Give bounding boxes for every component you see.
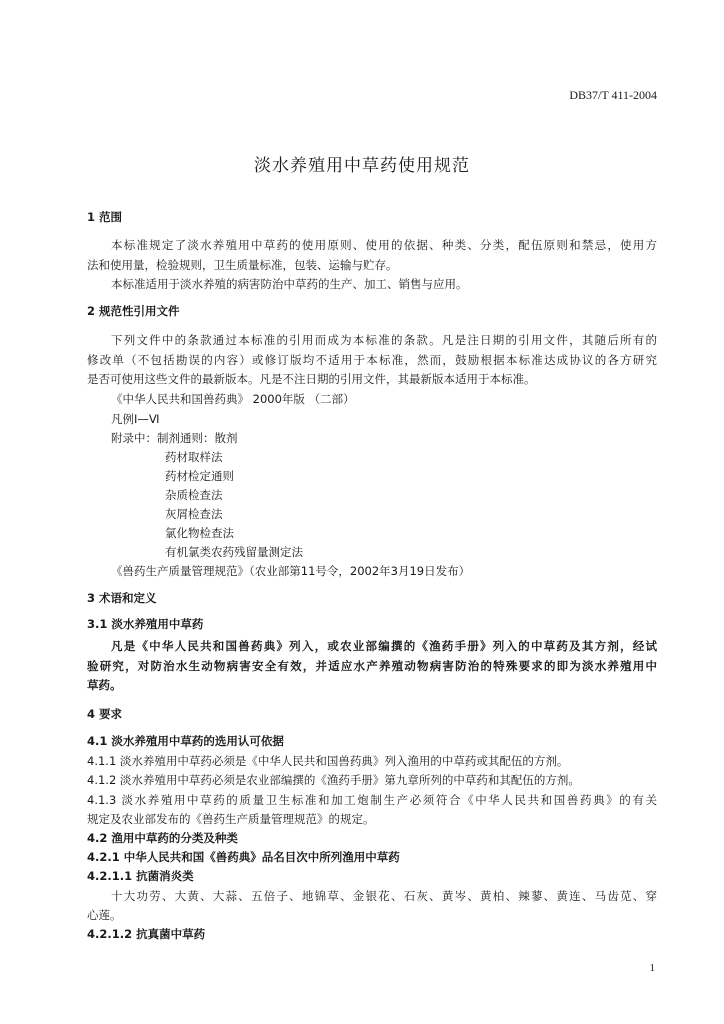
clause-4-1-3-line-1: 4.1.3 淡水养殖用中草药的质量卫生标准和加工炮制生产必须符合《中华人民共和国兽药典》的有关 [87,793,657,807]
section-1-para-1-line-2: 法和使用量，检验规则，卫生质量标准，包装、运输与贮存。 [87,258,398,272]
section-4-2-1-1-heading: 4.2.1.1 抗菌消炎类 [87,869,194,883]
clause-4-1-2: 4.1.2 淡水养殖用中草药必须是农业部编撰的《渔药手册》第九章所列的中草药和其配伍的方剂。 [87,773,580,787]
reference-2: 《兽药生产质量管理规范》（农业部第11号令，2002年3月19日发布） [111,564,471,578]
section-1-para-2: 本标准适用于淡水养殖的病害防治中草药的生产、加工、销售与应用。 [111,277,468,291]
reference-1-part-a: 凡例Ⅰ—Ⅵ [111,412,160,426]
reference-1: 《中华人民共和国兽药典》 2000年版 （二部） [111,392,355,406]
section-3-1-heading: 3.1 淡水养殖用中草药 [87,617,204,631]
herb-list-line-1: 十大功劳、大黄、大蒜、五倍子、地锦草、金银花、石灰、黄岑、黄柏、辣蓼、黄连、马齿苋、穿 [111,889,657,903]
section-1-heading: 1 范围 [87,210,123,224]
appendix-item: 有机氯类农药残留量测定法 [165,545,303,559]
section-2-para-line-2: 修改单（不包括勘误的内容）或修订版均不适用于本标准，然而，鼓励根据本标准达成协议的各方研究 [87,353,657,367]
document-title: 淡水养殖用中草药使用规范 [254,156,470,176]
section-3-heading: 3 术语和定义 [87,591,157,605]
standard-code: DB37/T 411-2004 [569,88,657,102]
clause-4-1-3-line-2: 规定及农业部发布的《兽药生产质量管理规范》的规定。 [87,812,375,826]
section-2-para-line-3: 是否可使用这些文件的最新版本。凡是不注日期的引用文件，其最新版本适用于本标准。 [87,372,536,386]
herb-list-line-2: 心莲。 [87,908,122,922]
section-4-2-1-2-heading: 4.2.1.2 抗真菌中草药 [87,927,206,941]
section-4-heading: 4 要求 [87,707,123,721]
appendix-item: 灰屑检查法 [165,507,223,521]
section-2-heading: 2 规范性引用文件 [87,304,180,318]
appendix-item: 氯化物检查法 [165,526,234,540]
section-1-para-1-line-1: 本标准规定了淡水养殖用中草药的使用原则、使用的依据、种类、分类，配伍原则和禁忌，使用方 [111,238,657,252]
section-2-para-line-1: 下列文件中的条款通过本标准的引用而成为本标准的条款。凡是注日期的引用文件，其随后所有的 [111,333,657,347]
appendix-item: 药材检定通则 [165,469,234,483]
section-3-para-line-2: 验研究，对防治水生动物病害安全有效，并适应水产养殖动物病害防治的特殊要求的即为淡水养殖用中 [87,659,657,673]
appendix-item: 药材取样法 [165,450,223,464]
appendix-item: 杂质检查法 [165,488,223,502]
section-4-1-heading: 4.1 淡水养殖用中草药的选用认可依据 [87,734,284,748]
reference-1-part-b: 附录中：制剂通则：散剂 [111,431,238,445]
section-4-2-heading: 4.2 渔用中草药的分类及种类 [87,831,238,845]
section-3-para-line-3: 草药。 [87,678,122,692]
page-number: 1 [649,962,655,974]
clause-4-1-1: 4.1.1 淡水养殖用中草药必须是《中华人民共和国兽药典》列入渔用的中草药或其配伍的方剂。 [87,754,569,768]
section-3-para-line-1: 凡是《中华人民共和国兽药典》列入，或农业部编撰的《渔药手册》列入的中草药及其方剂，经试 [111,639,657,653]
section-4-2-1-heading: 4.2.1 中华人民共和国《兽药典》品名目次中所列渔用中草药 [87,850,400,864]
